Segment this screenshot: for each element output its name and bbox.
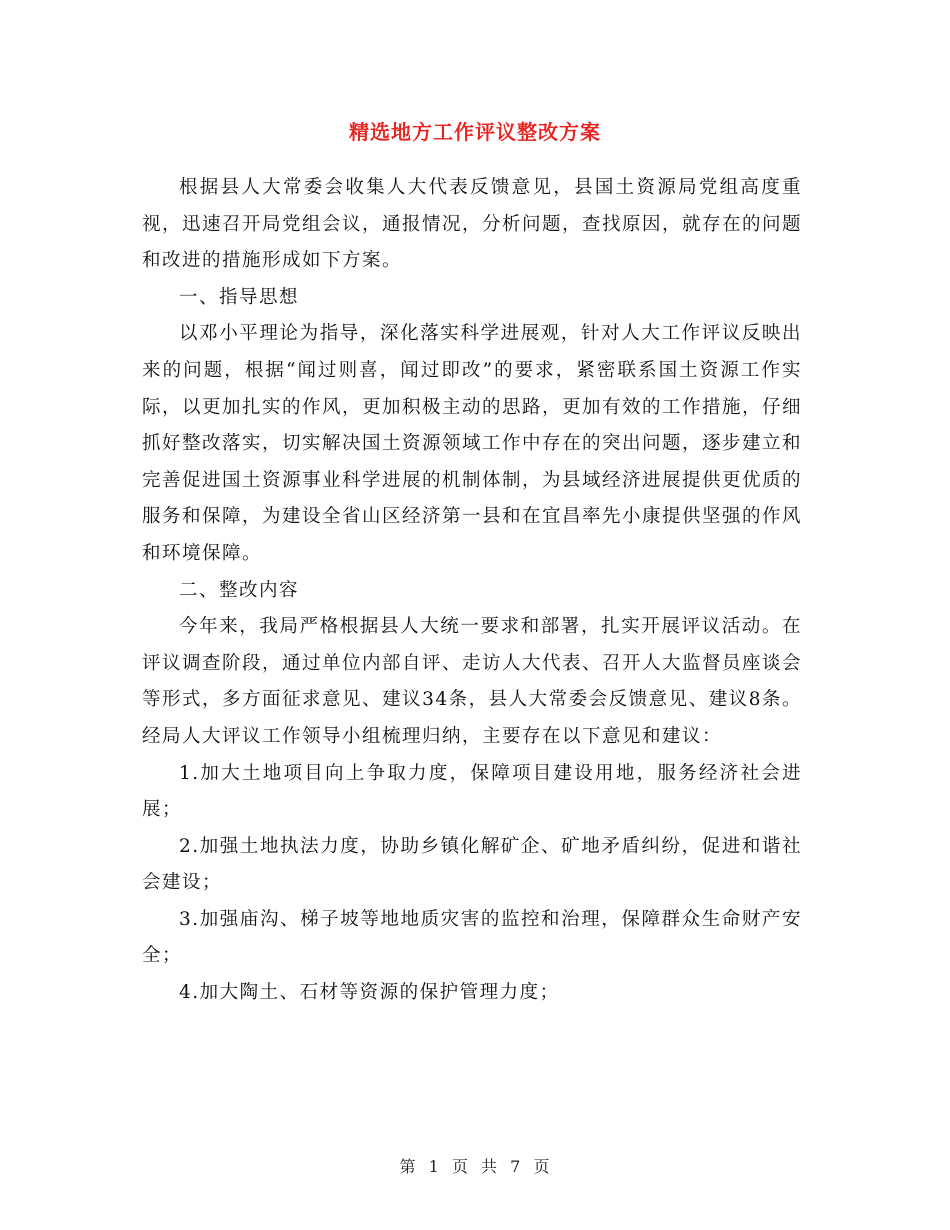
footer-total-pages: 7	[510, 1157, 522, 1176]
list-item-2: 2.加强土地执法力度，协助乡镇化解矿企、矿地矛盾纠纷，促进和谐社会建设；	[142, 835, 802, 894]
section-heading-rectification-content: 二、整改内容	[179, 579, 300, 601]
document-body	[142, 170, 802, 1012]
list-item-3: 3.加强庙沟、梯子坡等地地质灾害的监控和治理，保障群众生命财产安全；	[142, 908, 802, 967]
document-title: 精选地方工作评议整改方案	[349, 120, 601, 144]
footer-current-page: 1	[428, 1157, 440, 1176]
list-item-1: 1.加大土地项目向上争取力度，保障项目建设用地，服务经济社会进展；	[142, 762, 802, 821]
intro-paragraph: 根据县人大常委会收集人大代表反馈意见，县国土资源局党组高度重视，迅速召开局党组会议，通报情况，分析问题，查找原因，就存在的问题和改进的措施形成如下方案。	[142, 177, 803, 272]
guiding-ideology-paragraph: 以邓小平理论为指导，深化落实科学进展观，针对人大工作评议反映出来的问题，根据“闻过则喜，闻过即改”的要求，紧密联系国土资源工作实际，以更加扎实的作风，更加积极主动的思路，更加有效的工作措施，仔细抓好整改落实，切实解决国土资源领域工作中存在的突出问题，逐步建立和完善促进国土资源事业科学进展的机制体制，为县域经济进展提供更优质的服务和保障，为建设全省山区经济第一县和在宜昌率先小康提供坚强的作风和环境保障。	[142, 323, 803, 564]
list-item-4: 4.加大陶土、石材等资源的保护管理力度；	[179, 982, 560, 1004]
footer-total-label: 共	[481, 1157, 499, 1176]
footer-page-label: 第	[399, 1157, 417, 1176]
page-footer	[0, 1154, 950, 1177]
section-heading-guiding-ideology: 一、指导思想	[179, 286, 300, 308]
footer-total-unit: 页	[533, 1157, 551, 1176]
rectification-content-paragraph: 今年来，我局严格根据县人大统一要求和部署，扎实开展评议活动。在评议调查阶段，通过单位内部自评、走访人大代表、召开人大监督员座谈会等形式，多方面征求意见、建议34条，县人大常委会反馈意见、建议8条。经局人大评议工作领导小组梳理归纳，主要存在以下意见和建议：	[142, 616, 803, 747]
footer-page-unit: 页	[451, 1157, 469, 1176]
